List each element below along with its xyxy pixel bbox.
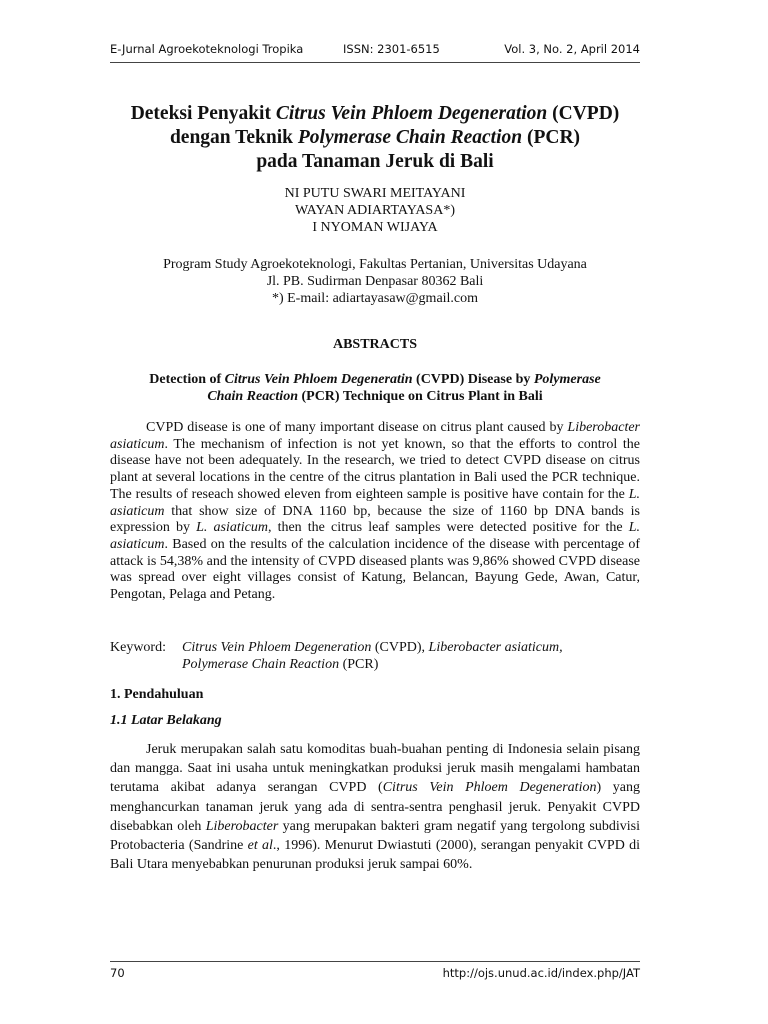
author-list	[110, 185, 640, 236]
keywords	[110, 639, 640, 673]
header-divider	[110, 62, 640, 63]
keyword-label: Keyword:	[110, 640, 166, 655]
title-line-1: Deteksi Penyakit Citrus Vein Phloem Degeneration (CVPD)	[130, 103, 620, 124]
abstract-heading: ABSTRACTS	[332, 337, 418, 352]
footer-divider	[110, 961, 640, 962]
institution: Program Study Agroekoteknologi, Fakultas Pertanian, Universitas Udayana	[163, 257, 587, 272]
abstract-title: Detection of Citrus Vein Phloem Degeneratin (CVPD) Disease by Polymerase Chain Reaction (PCR) Technique on Citrus Plant in Bali	[149, 372, 601, 404]
paper-title	[110, 102, 640, 174]
introduction-paragraph: Jeruk merupakan salah satu komoditas buah-buahan penting di Indonesia selain pisang dan mangga. Saat ini usaha untuk meningkatkan produksi jeruk masih mengalami hambatan terutama akibat adanya serangan CVPD (Citrus Vein Phloem Degeneration) yang menghancurkan tanaman jeruk yang ada di sentra-sentra penghasil jeruk. Penyakit CVPD disebabkan oleh Liberobacter yang merupakan bakteri gram negatif yang tergolong subdivisi Protobacteria (Sandrine et al., 1996). Menurut Dwiastuti (2000), serangan penyakit CVPD di Bali Utara menyebabkan penurunan produksi jeruk sampai 60%.	[110, 742, 640, 873]
affiliation	[110, 256, 640, 307]
keyword-list: Citrus Vein Phloem Degeneration (CVPD), Liberobacter asiaticum, Polymerase Chain Reaction (PCR)	[182, 640, 563, 672]
running-header	[110, 42, 640, 62]
subsection-heading: 1.1 Latar Belakang	[110, 713, 222, 728]
author: NI PUTU SWARI MEITAYANI	[284, 186, 466, 201]
author: I NYOMAN WIJAYA	[312, 220, 438, 235]
page-number: 70	[110, 966, 125, 980]
title-line-3: pada Tanaman Jeruk di Bali	[256, 151, 494, 172]
address: Jl. PB. Sudirman Denpasar 80362 Bali	[266, 274, 484, 289]
volume-info: Vol. 3, No. 2, April 2014	[504, 42, 640, 56]
email: *) E-mail: adiartayasaw@gmail.com	[271, 291, 479, 306]
journal-name: E-Jurnal Agroekoteknologi Tropika	[110, 42, 304, 56]
abstract-body: CVPD disease is one of many important disease on citrus plant caused by Liberobacter asiaticum. The mechanism of infection is not yet known, so that the efforts to control the disease have not been adequately. In the research, we tried to detect CVPD disease on citrus plant at several locations in the centre of the citrus plantation in Bali used the PCR technique. The results of reseach showed eleven from eighteen sample is positive have contain for the L. asiaticum that show size of DNA 1160 bp, because the size of 1160 bp DNA bands is expression by L. asiaticum, then the citrus leaf samples were detected positive for the L. asiaticum. Based on the results of the calculation incidence of the disease with percentage of attack is 54,38% and the intensity of CVPD diseased plants was 9,86% showed CVPD disease was spread over eight villages consist of Katung, Belancan, Bayung Gede, Awan, Catur, Pengotan, Pelaga and Petang.	[110, 420, 640, 603]
running-footer	[110, 966, 640, 984]
author: WAYAN ADIARTAYASA*)	[295, 203, 455, 218]
title-line-2: dengan Teknik Polymerase Chain Reaction (PCR)	[169, 127, 581, 148]
journal-url[interactable]: http://ojs.unud.ac.id/index.php/JAT	[442, 966, 640, 980]
section-heading: 1. Pendahuluan	[110, 687, 204, 702]
issn: ISSN: 2301-6515	[343, 42, 440, 56]
